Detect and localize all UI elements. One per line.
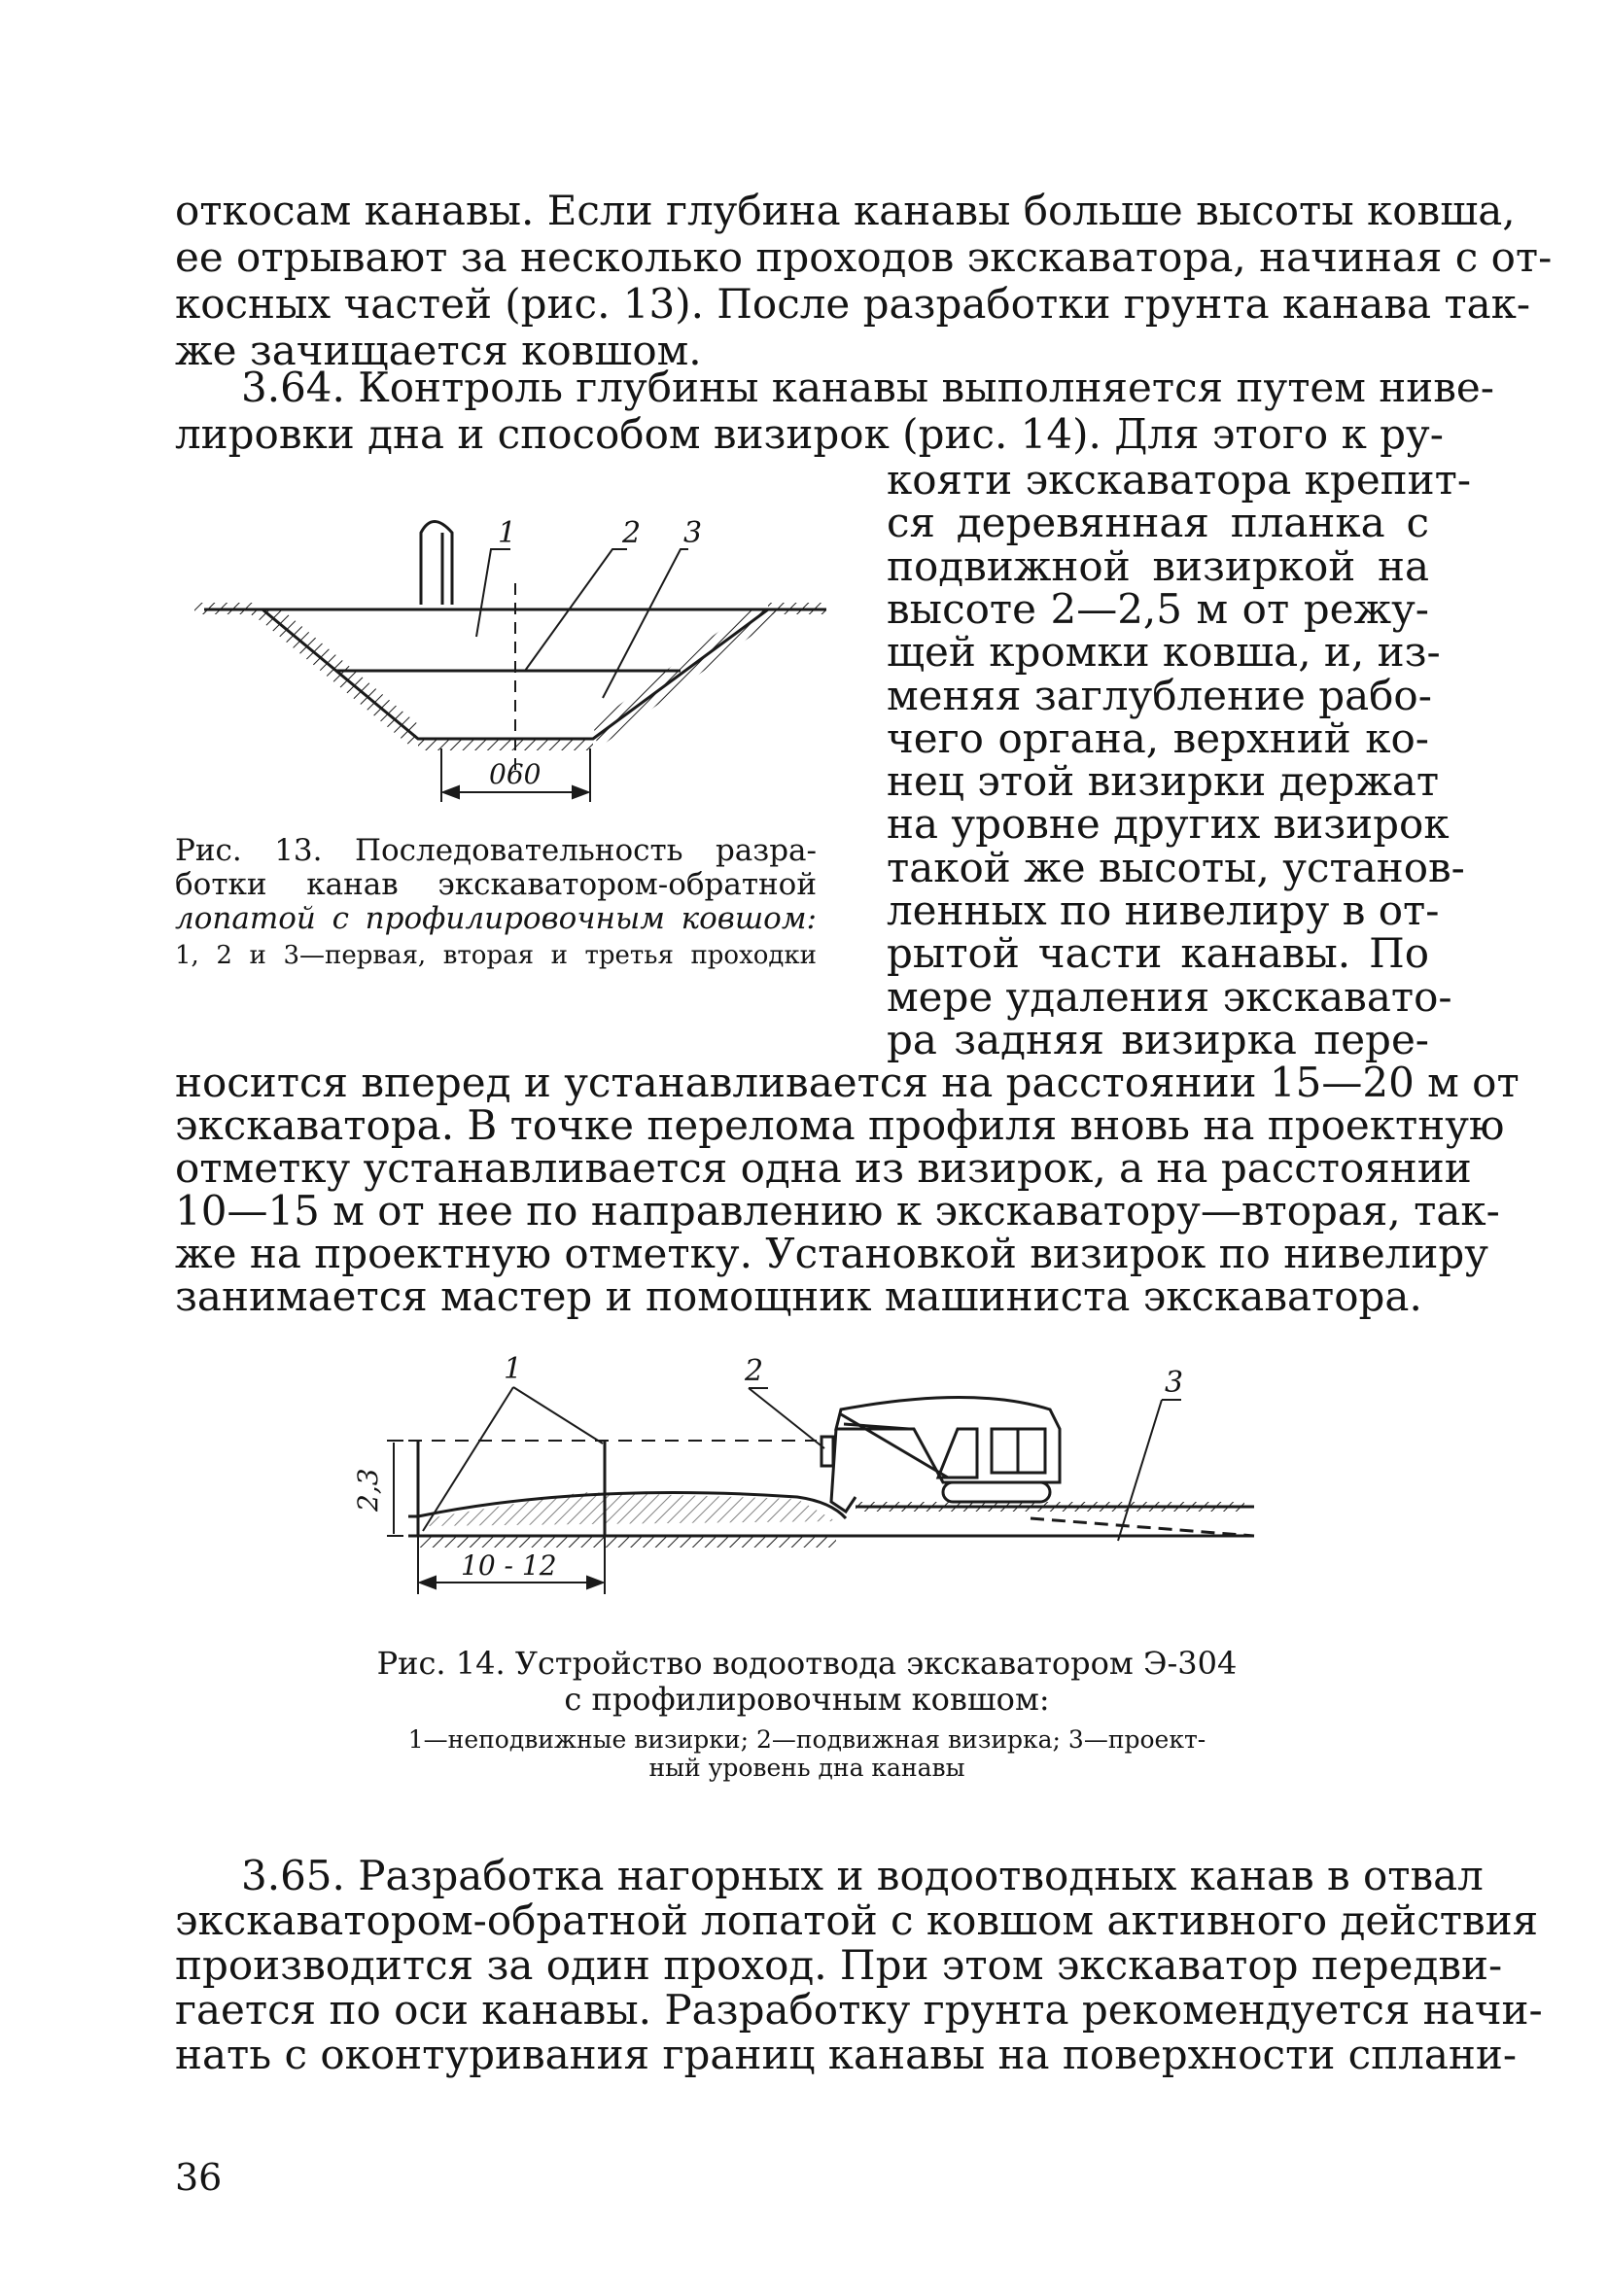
- wrap-line: подвижной визиркой на: [887, 542, 1429, 590]
- fig14-label-3: 3: [1165, 1366, 1184, 1400]
- fig13-legend: 1, 2 и 3—первая, вторая и третья проходки: [175, 941, 817, 970]
- fig14-legend-line: ный уровень дна канавы: [648, 1754, 965, 1782]
- wrap-line: рытой части канавы. По: [887, 929, 1429, 977]
- fig14-label-2: 2: [745, 1354, 764, 1388]
- fig14-caption-line: с профилировочным ковшом:: [564, 1681, 1050, 1718]
- text-line: нать с оконтуривания границ канавы на поверхности сплани-: [175, 2031, 1518, 2078]
- wrap-line: ра задняя визирка пере-: [887, 1016, 1429, 1063]
- wrap-line: ся деревянная планка с: [887, 499, 1429, 546]
- wrap-line: на уровне других визирок: [887, 800, 1450, 848]
- text-line: лировки дна и способом визирок (рис. 14). Для этого к ру-: [175, 410, 1444, 458]
- fig14-leader-2: [749, 1388, 824, 1448]
- fig14-hatch-under: [418, 1536, 836, 1548]
- text-line: носится вперед и устанавливается на расстоянии 15—20 м от: [175, 1059, 1520, 1106]
- text-line: гается по оси канавы. Разработку грунта рекомендуется начи-: [175, 1986, 1543, 2034]
- fig14-leader-3: [1118, 1400, 1181, 1541]
- text-line: занимается мастер и помощник машиниста экскаватора.: [175, 1272, 1422, 1320]
- wrap-line: кояти экскаватора крепит-: [887, 456, 1472, 504]
- wrap-line: ленных по нивелиру в от-: [887, 887, 1440, 934]
- text-line: экскаватором-обратной лопатой с ковшом активного действия: [175, 1896, 1539, 1944]
- fig14-caption-line: Рис. 14. Устройство водоотвода экскаватором Э-304: [376, 1645, 1238, 1682]
- fig14-legend-line: 1—неподвижные визирки; 2—подвижная визирка; 3—проект-: [407, 1725, 1206, 1754]
- fig14-label-1: 1: [504, 1352, 523, 1386]
- text-line: же зачищается ковшом.: [175, 327, 702, 374]
- fig13-caption-line: ботки канав экскаватором-обратной: [175, 867, 817, 902]
- text-line: экскаватора. В точке перелома профиля вновь на проектную: [175, 1101, 1505, 1149]
- wrap-line: мере удаления экскавато-: [887, 973, 1452, 1021]
- text-line: откосам канавы. Если глубина канавы больше высоты ковша,: [175, 187, 1516, 234]
- wrap-line: такой же высоты, установ-: [887, 844, 1465, 891]
- text-line: 10—15 м от нее по направлению к экскаватору—вторая, так-: [175, 1187, 1500, 1235]
- wrap-line: чего органа, верхний ко-: [887, 714, 1429, 762]
- text-line: отметку устанавливается одна из визирок, а на расстоянии: [175, 1144, 1472, 1192]
- fig13-label-1: 1: [498, 516, 517, 550]
- fig13-caption-line: Рис. 13. Последовательность разра-: [175, 833, 817, 868]
- wrap-line: нец этой визирки держат: [887, 757, 1440, 805]
- fig13-caption-line: лопатой с профилировочным ковшом:: [175, 901, 817, 936]
- fig14-height-dim: [387, 1441, 403, 1536]
- fig13-label-3: 3: [683, 516, 703, 550]
- page-number: 36: [175, 2156, 223, 2199]
- fig14-span-value: 10 - 12: [461, 1549, 557, 1582]
- text-line: ее отрывают за несколько проходов экскаватора, начиная с от-: [175, 233, 1553, 281]
- fig14-hatch-fill: [418, 1492, 836, 1526]
- fig13-dimension-value: 060: [489, 758, 542, 790]
- fig14-excavator: [821, 1398, 1060, 1513]
- fig14-hatch-right: [856, 1502, 1244, 1512]
- paragraph-365-start: 3.65. Разработка нагорных и водоотводных канав в отвал: [241, 1852, 1484, 1899]
- text-line: производится за один проход. При этом экскаватор передви-: [175, 1941, 1503, 1989]
- paragraph-364-start: 3.64. Контроль глубины канавы выполняется путем ниве-: [241, 364, 1494, 411]
- wrap-line: меняя заглубление рабо-: [887, 672, 1432, 719]
- wrap-line: щей кромки ковша, и, из-: [887, 628, 1441, 676]
- text-line: косных частей (рис. 13). После разработки грунта канава так-: [175, 280, 1531, 328]
- wrap-line: высоте 2—2,5 м от режу-: [887, 585, 1429, 633]
- fig13-label-2: 2: [622, 516, 642, 550]
- fig14-height-value: 2,3: [352, 1468, 384, 1512]
- text-line: же на проектную отметку. Установкой визирок по нивелиру: [175, 1230, 1488, 1277]
